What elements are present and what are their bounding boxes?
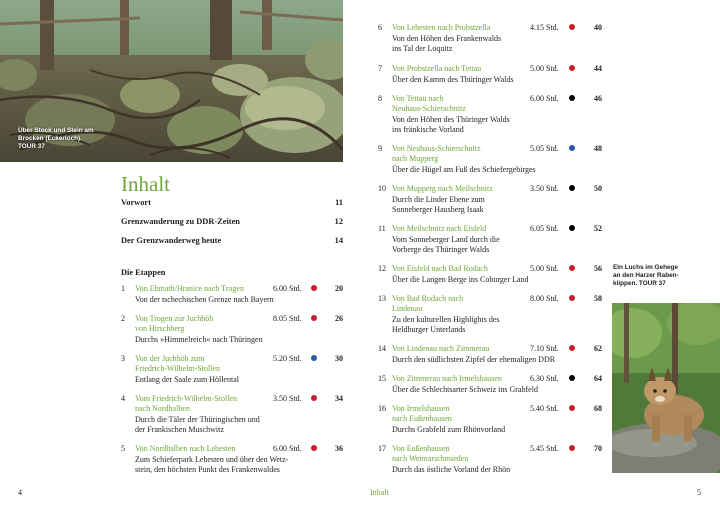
difficulty-dot-icon (569, 145, 575, 151)
stage-page: 48 (594, 144, 602, 153)
stage-description (392, 385, 538, 395)
toc-row-today[interactable] (121, 236, 343, 255)
difficulty-dot-icon (311, 285, 317, 291)
stage-route-link[interactable] (392, 444, 468, 464)
stage-page: 40 (594, 23, 602, 32)
stage-number: 11 (378, 224, 386, 233)
stage-duration: 6.05 Std. (530, 224, 559, 233)
stage-page: 56 (594, 264, 602, 273)
description-line: Durchs »Himmelreich« nach Thüringen (135, 335, 263, 344)
stage-route-link[interactable] (392, 23, 490, 33)
route-line: Lindenau (392, 304, 423, 313)
stage-number: 4 (121, 394, 125, 403)
difficulty-dot-icon (569, 375, 575, 381)
route-line: Von Ebmath/Hranice nach Trogen (135, 284, 244, 293)
description-line: ins fränkische Vorland (392, 125, 464, 134)
stage-number: 8 (378, 94, 382, 103)
route-line: von Hirschberg (135, 324, 185, 333)
stage-duration: 7.10 Std. (530, 344, 559, 353)
stage-number: 1 (121, 284, 125, 293)
stage-route-link[interactable] (392, 144, 481, 164)
caption-line: Über Stock und Stein am (18, 127, 94, 134)
stage-description (135, 295, 274, 305)
difficulty-dot-icon (569, 95, 575, 101)
description-line: stein, den höchsten Punkt des Frankenwaldes (135, 465, 280, 474)
route-line: nach Mupperg (392, 154, 439, 163)
caption-line: TOUR 37 (18, 143, 45, 150)
stage-description (135, 335, 263, 345)
toc-row-foreword[interactable] (121, 198, 343, 217)
stage-page: 44 (594, 64, 602, 73)
stage-description (392, 355, 555, 365)
stage-route-link[interactable] (392, 344, 489, 354)
stage-route-link[interactable] (135, 314, 213, 334)
stage-description (392, 465, 510, 475)
stage-route-link[interactable] (392, 94, 466, 114)
description-line: Durch das östliche Vorland der Rhön (392, 465, 511, 474)
route-line: Vom Friedrich-Wilhelm-Stollen (135, 394, 237, 403)
difficulty-dot-icon (569, 295, 575, 301)
route-line: nach Eußenhausen (392, 414, 452, 423)
stage-number: 3 (121, 354, 125, 363)
description-line: Durch die Linder Ebene zum (392, 195, 485, 204)
toc-label: Vorwort (121, 198, 151, 207)
stage-description (392, 235, 500, 255)
difficulty-dot-icon (569, 65, 575, 71)
stage-number: 2 (121, 314, 125, 323)
route-line: Von Irmelshausen (392, 404, 450, 413)
running-title: Inhalt (370, 488, 389, 497)
description-line: Zu den kulturellen Highlights des (392, 315, 500, 324)
toc-page: 12 (334, 217, 343, 226)
stage-route-link[interactable] (392, 264, 488, 274)
stage-duration: 6.00 Std. (273, 444, 302, 453)
stage-page: 36 (335, 444, 343, 453)
toc-label: Grenzwanderung zu DDR-Zeiten (121, 217, 240, 226)
stage-page: 30 (335, 354, 343, 363)
stage-page: 70 (594, 444, 602, 453)
difficulty-dot-icon (569, 185, 575, 191)
description-line: der Frankischen Muschwitz (135, 425, 224, 434)
lynx-caption (613, 264, 718, 288)
stage-duration: 5.45 Std. (530, 444, 559, 453)
stage-description (392, 75, 513, 85)
stage-page: 26 (335, 314, 343, 323)
stage-route-link[interactable] (135, 394, 237, 414)
stage-number: 17 (378, 444, 386, 453)
lynx-photo (612, 303, 720, 473)
stage-description (392, 195, 485, 215)
toc-page: 11 (335, 198, 343, 207)
stage-route-link[interactable] (392, 294, 463, 314)
route-line: Von Meilschnitz nach Eisfeld (392, 224, 487, 233)
route-line: Von Nordhalben nach Lehesten (135, 444, 236, 453)
route-line: Von Eisfeld nach Bad Rodach (392, 264, 488, 273)
description-line: Über die Schlechtsarter Schweiz ins Grabfeld (392, 385, 538, 394)
stage-route-link[interactable] (135, 354, 220, 374)
stage-number: 13 (378, 294, 386, 303)
stage-description (392, 34, 501, 54)
caption-line: klippen. TOUR 37 (613, 280, 666, 287)
stage-page: 34 (335, 394, 343, 403)
route-line: Von Bad Rodach nach (392, 294, 464, 303)
route-line: Von Neuhaus-Schierschnitz (392, 144, 481, 153)
page-title: Inhalt (121, 172, 170, 196)
stage-number: 10 (378, 184, 386, 193)
description-line: Vorberge des Thüringer Walds (392, 245, 490, 254)
route-line: Von Probstzella nach Tettau (392, 64, 482, 73)
stage-description (135, 375, 239, 385)
route-line: Von Eußenhausen (392, 444, 450, 453)
toc-page: 14 (334, 236, 343, 245)
stage-duration: 8.00 Std. (530, 294, 559, 303)
description-line: Von den Höhen des Frankenwalds (392, 34, 502, 43)
stage-duration: 6.00 Std. (273, 284, 302, 293)
stage-description (135, 415, 260, 435)
page-number-left: 4 (18, 488, 22, 497)
route-line: Von der Juchhöh zum (135, 354, 205, 363)
description-line: Entlang der Saale zum Höllental (135, 375, 239, 384)
difficulty-dot-icon (311, 355, 317, 361)
stage-page: 64 (594, 374, 602, 383)
page-number-right: 5 (697, 488, 701, 497)
stage-duration: 3.50 Std. (530, 184, 559, 193)
stage-duration: 6.30 Std. (530, 374, 559, 383)
stage-description (135, 455, 288, 475)
description-line: Heldburger Unterlands (392, 325, 466, 334)
stage-description (392, 115, 510, 135)
difficulty-dot-icon (569, 345, 575, 351)
difficulty-dot-icon (569, 225, 575, 231)
description-line: Von den Höhen des Thüringer Walds (392, 115, 510, 124)
route-line: Neuhaus-Schierschnitz (392, 104, 466, 113)
stage-page: 20 (335, 284, 343, 293)
stage-duration: 5.20 Std. (273, 354, 302, 363)
stage-number: 16 (378, 404, 386, 413)
stage-route-link[interactable] (392, 374, 502, 384)
stage-page: 58 (594, 294, 602, 303)
stage-duration: 5.00 Std. (530, 64, 559, 73)
description-line: Sonneberger Hausberg Isaak (392, 205, 484, 214)
difficulty-dot-icon (311, 395, 317, 401)
description-line: Vom Sonneberger Land durch die (392, 235, 500, 244)
route-line: Von Trogen zur Juchhöh (135, 314, 214, 323)
route-line: Von Tettau nach (392, 94, 444, 103)
stage-number: 14 (378, 344, 386, 353)
stage-page: 50 (594, 184, 602, 193)
description-line: ins Tal der Loquitz (392, 44, 453, 53)
stage-page: 46 (594, 94, 602, 103)
description-line: Über die Hügel am Fuß des Schiefergebirges (392, 165, 536, 174)
stage-number: 12 (378, 264, 386, 273)
route-line: Von Lehesten nach Probstzella (392, 23, 491, 32)
stage-duration: 4.15 Std. (530, 23, 559, 32)
stage-description (392, 165, 536, 175)
caption-line: Brocken (Eckerloch). (18, 135, 82, 142)
stage-route-link[interactable] (135, 284, 244, 294)
route-line: Von Zimmerau nach Irmelshausen (392, 374, 502, 383)
stage-route-link[interactable] (392, 184, 493, 194)
stage-description (392, 425, 505, 435)
difficulty-dot-icon (569, 445, 575, 451)
stage-page: 52 (594, 224, 602, 233)
stage-number: 6 (378, 23, 382, 32)
toc-row-history[interactable] (121, 217, 343, 236)
stage-page: 62 (594, 344, 602, 353)
route-line: Von Mupperg nach Meilschnitz (392, 184, 493, 193)
stage-duration: 6.00 Std. (530, 94, 559, 103)
stage-number: 9 (378, 144, 382, 153)
description-line: Zum Schieferpark Lehesten und über den Wetz- (135, 455, 289, 464)
difficulty-dot-icon (569, 24, 575, 30)
stage-route-link[interactable] (135, 444, 236, 454)
stage-route-link[interactable] (392, 64, 481, 74)
difficulty-dot-icon (311, 315, 317, 321)
description-line: Über die Langen Berge ins Coburger Land (392, 275, 529, 284)
stage-number: 7 (378, 64, 382, 73)
route-line: nach Nordhalben (135, 404, 190, 413)
stage-number: 15 (378, 374, 386, 383)
route-line: Von Lindenau nach Zimmerau (392, 344, 490, 353)
stage-page: 68 (594, 404, 602, 413)
stage-duration: 8.05 Std. (273, 314, 302, 323)
difficulty-dot-icon (311, 445, 317, 451)
stage-duration: 3.50 Std. (273, 394, 302, 403)
stage-number: 5 (121, 444, 125, 453)
stage-duration: 5.05 Std. (530, 144, 559, 153)
caption-line: Ein Luchs im Gehege (613, 264, 678, 271)
toc-label: Der Grenzwanderweg heute (121, 236, 222, 245)
stages-heading: Die Etappen (121, 268, 166, 277)
description-line: Durch die Täler der Thüringischen und (135, 415, 260, 424)
description-line: Durchs Grabfeld zum Rhönvorland (392, 425, 506, 434)
difficulty-dot-icon (569, 405, 575, 411)
stage-description (392, 275, 529, 285)
description-line: Von der tschechischen Grenze nach Bayern (135, 295, 274, 304)
stage-route-link[interactable] (392, 404, 452, 424)
description-line: Über den Kamm des Thüringer Walds (392, 75, 514, 84)
route-line: nach Weimarschmieden (392, 454, 469, 463)
photo-caption (18, 127, 138, 151)
stage-duration: 5.40 Std. (530, 404, 559, 413)
description-line: Durch den südlichsten Zipfel der ehemaligen DDR (392, 355, 556, 364)
stage-route-link[interactable] (392, 224, 486, 234)
front-matter-list (121, 198, 343, 255)
stage-duration: 5.00 Std. (530, 264, 559, 273)
caption-line: an den Harzer Raben- (613, 272, 679, 279)
difficulty-dot-icon (569, 265, 575, 271)
route-line: Friedrich-Wilhelm-Stollen (135, 364, 220, 373)
stage-description (392, 315, 500, 335)
